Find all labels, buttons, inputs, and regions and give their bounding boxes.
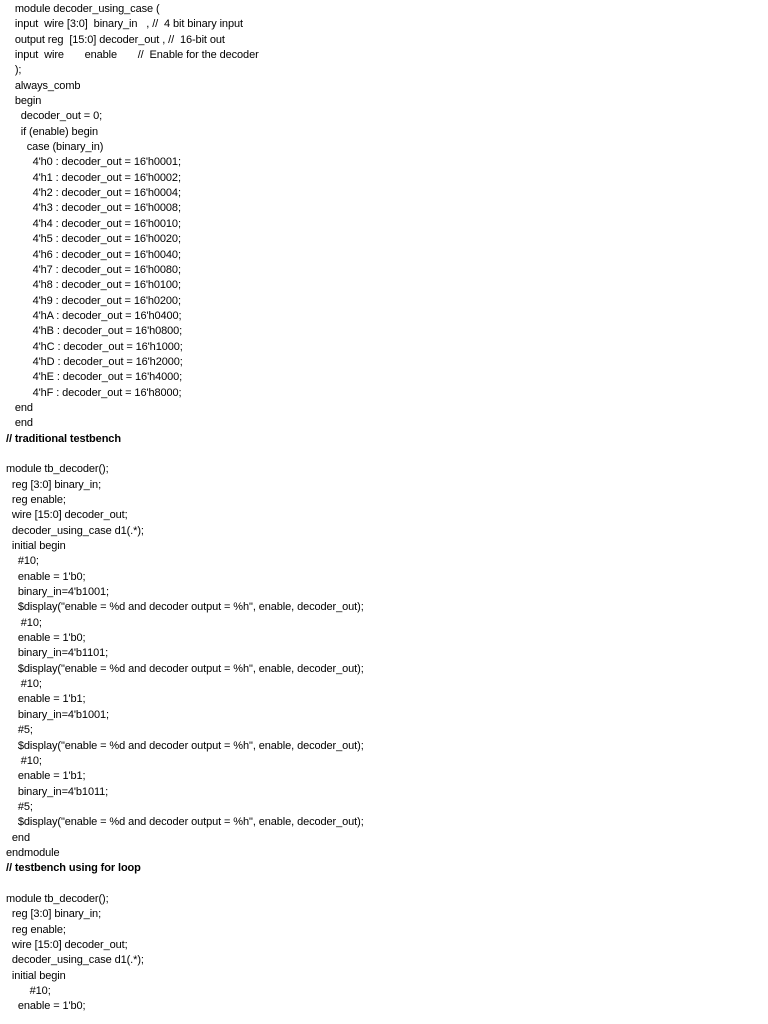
code-line: module decoder_using_case ( <box>6 3 160 15</box>
code-line: 4'h4 : decoder_out = 16'h0010; <box>6 217 181 230</box>
code-line: module tb_decoder(); <box>6 892 109 905</box>
code-line: $display("enable = %d and decoder output = %h", enable, decoder_out); <box>6 739 364 752</box>
blank-line <box>6 877 364 892</box>
code-line: initial begin <box>6 540 66 553</box>
code-line: #10; <box>6 555 39 568</box>
code-line: #10; <box>6 985 51 997</box>
code-line: 4'hB : decoder_out = 16'h0800; <box>6 325 183 338</box>
code-line: binary_in=4'b1001; <box>6 586 109 599</box>
code-line: module tb_decoder(); <box>6 463 109 476</box>
code-line: case (binary_in) <box>6 141 104 154</box>
code-line: #10; <box>6 754 42 767</box>
code-line: enable = 1'b0; <box>6 570 86 583</box>
code-line: wire [15:0] decoder_out; <box>6 938 128 951</box>
code-line: #10; <box>6 678 42 691</box>
code-line: 4'h6 : decoder_out = 16'h0040; <box>6 248 181 261</box>
code-line: enable = 1'b1; <box>6 770 86 783</box>
code-line: 4'hA : decoder_out = 16'h0400; <box>6 309 182 322</box>
code-line: 4'h0 : decoder_out = 16'h0001; <box>6 156 181 169</box>
code-line: binary_in=4'b1001; <box>6 708 109 721</box>
code-line: ); <box>6 64 22 77</box>
code-line: $display("enable = %d and decoder output = %h", enable, decoder_out); <box>6 662 364 675</box>
code-line: 4'h7 : decoder_out = 16'h0080; <box>6 263 181 276</box>
code-line: 4'hD : decoder_out = 16'h2000; <box>6 355 183 368</box>
code-line: always_comb <box>6 79 81 92</box>
code-line: end <box>6 831 30 844</box>
code-line: reg enable; <box>6 494 66 506</box>
code-line: #5; <box>6 800 33 813</box>
code-line: decoder_out = 0; <box>6 110 103 123</box>
code-line: 4'h8 : decoder_out = 16'h0100; <box>6 279 181 292</box>
code-line: #5; <box>6 724 33 737</box>
code-line: 4'hF : decoder_out = 16'h8000; <box>6 386 182 399</box>
code-line: decoder_using_case d1(.*); <box>6 524 144 537</box>
code-line: 4'h9 : decoder_out = 16'h0200; <box>6 294 181 307</box>
code-line: 4'hE : decoder_out = 16'h4000; <box>6 371 183 384</box>
code-line: input wire [3:0] binary_in , // 4 bit binary input <box>6 18 243 31</box>
code-line: begin <box>6 95 42 108</box>
code-line: input wire enable // Enable for the decoder <box>6 49 259 62</box>
code-line: enable = 1'b0; <box>6 1000 86 1013</box>
code-line: 4'hC : decoder_out = 16'h1000; <box>6 340 183 353</box>
code-line: reg enable; <box>6 923 66 936</box>
code-line: initial begin <box>6 969 66 982</box>
code-line: end <box>6 417 33 430</box>
code-line: enable = 1'b1; <box>6 693 86 706</box>
code-line: $display("enable = %d and decoder output = %h", enable, decoder_out); <box>6 816 364 829</box>
code-line: endmodule <box>6 846 60 859</box>
blank-line <box>6 447 364 462</box>
code-line: #10; <box>6 616 42 629</box>
code-line: binary_in=4'b1011; <box>6 785 109 798</box>
code-line: 4'h2 : decoder_out = 16'h0004; <box>6 187 181 200</box>
code-line: binary_in=4'b1101; <box>6 647 109 660</box>
code-line: decoder_using_case d1(.*); <box>6 954 144 967</box>
code-line: $display("enable = %d and decoder output = %h", enable, decoder_out); <box>6 601 364 614</box>
code-line: 4'h1 : decoder_out = 16'h0002; <box>6 171 181 184</box>
code-line: if (enable) begin <box>6 125 98 138</box>
section-heading-comment: // traditional testbench <box>6 432 121 445</box>
code-line: 4'h5 : decoder_out = 16'h0020; <box>6 233 181 246</box>
section-heading-comment: // testbench using for loop <box>6 862 141 875</box>
code-line: reg [3:0] binary_in; <box>6 908 102 921</box>
code-line: enable = 1'b0; <box>6 632 86 645</box>
code-line: wire [15:0] decoder_out; <box>6 509 128 522</box>
code-line: end <box>6 401 33 414</box>
code-line: output reg [15:0] decoder_out , // 16-bit out <box>6 33 225 46</box>
verilog-code-listing <box>6 2 364 1015</box>
code-line: reg [3:0] binary_in; <box>6 478 102 491</box>
code-line: 4'h3 : decoder_out = 16'h0008; <box>6 202 181 215</box>
